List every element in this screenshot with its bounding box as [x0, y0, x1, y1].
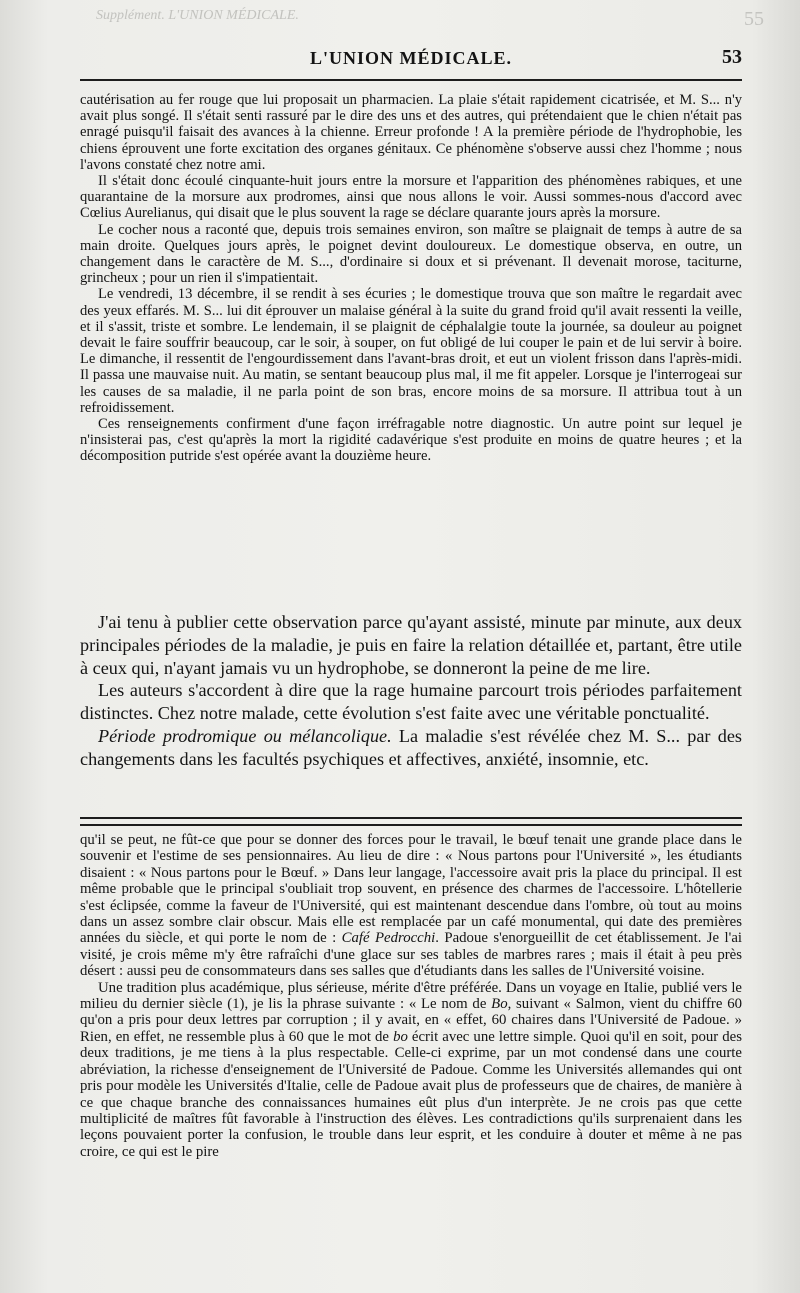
paragraph: Le vendredi, 13 décembre, il se rendit à ses écuries ; le domestique trouva que son maître le regardait avec des yeux effarés. M. S... lui dit éprouver un malaise général à la suite du grand froid qu'il avait ressenti la veille, et il s'assit, triste et sombre. Le lendemain, il se plaignit de céphalalgie toute la journée, sa douleur au poignet devait le faire souffrir beaucoup, car le soir, à souper, on fut obligé de lui couper le pain et de lui servir à boire. Le dimanche, il ressentit de l'engourdissement dans l'avant-bras droit, et eut un violent frisson dans l'après-midi. Il passa une mauvaise nuit. Au matin, se sentant beaucoup plus mal, il me fit appeler. Lorsque je l'interrogeai sur les causes de sa maladie, il ne parla point de son bras, encore moins de sa morsure. Il attribua tout à un refroidissement. [80, 286, 742, 416]
italic-word: Bo [491, 996, 508, 1013]
italic-word: bo [393, 1028, 408, 1045]
bleed-through-text: Supplément. L'UNION MÉDICALE. [96, 8, 299, 23]
paragraph: Le cocher nous a raconté que, depuis trois semaines environ, son maître se plaignait de temps à autre de sa main droite. Quelques jours après, le poignet devint douloureux. Le domestique observa, en outre, un changement dans le caractère de M. S..., d'ordinaire si doux et si prévenant. Il devenait morose, taciturne, grincheux ; pour un rien il s'impatientait. [80, 221, 742, 287]
paragraph: Ces renseignements confirment d'une façon irréfragable notre diagnostic. Un autre point sur lequel je n'insisterai pas, c'est qu'après la mort la rigidité cadavérique s'est produite en moins de quatre heures ; et la décomposition putride s'est opérée avant la douzième heure. [80, 416, 742, 465]
feuilleton-separator [80, 817, 742, 826]
medical-article-upper [80, 92, 742, 465]
section-heading: Période prodromique ou mélancolique. [98, 725, 392, 746]
paragraph [80, 725, 742, 771]
cafe-name: Café Pedrocchi [341, 930, 436, 947]
bleed-through-page-number: 55 [744, 8, 764, 30]
medical-article-large [80, 611, 742, 771]
paragraph-text: écrit avec une lettre simple. Quoi qu'il en soit, pour des deux traditions, je me tiens à la plus respectable. Celle-ci exprime, par un mot condensé dans une courte abréviation, la richesse d'enseignement de l'Université de Padoue. Comme les Universités allemandes qui ont pris pour modèle les Universités d'Italie, celle de Padoue avait plus de professeurs que de chaires, de manière à ce que chaque branche des connaissances humaines eût plus d'un interprète. Je ne crois pas que cette multiplicité de maîtres fût favorable à l'instruction des élèves. Les contradictions qu'ils surprenaient dans les leçons pouvaient porter la confusion, le trouble dans leur esprit, et les conduire à douter et même à ne pas croire, ce qui est le pire [80, 1028, 742, 1160]
paragraph-text: La maladie s'est révélée chez M. S... par des changements dans les facultés psychiques et affectives, anxiété, insomnie, etc. [80, 725, 742, 769]
paragraph: Les auteurs s'accordent à dire que la rage humaine parcourt trois périodes parfaitement distinctes. Chez notre malade, cette évolution s'est faite avec une véritable ponctualité. [80, 680, 742, 724]
paragraph-text: Une tradition plus académique, plus sérieuse, mérite d'être préférée. Dans un voyage en Italie, publié vers le milieu du dernier siècle (1), je lis la phrase suivante : « Le nom de [80, 979, 742, 1013]
paragraph-text: qu'il se peut, ne fût-ce que pour se donner des forces pour le travail, le bœuf tenait une grande place dans le souvenir et l'estime de ses pensionnaires. Au lieu de dire : « Nous partons pour l'Université », les étudiants disaient : « Nous partons pour le Bœuf. » Dans leur langage, l'accessoire avait pris la place du principal. Il est même probable que le principal s'oubliait trop souvent, en présence des charmes de l'accessoire. L'hôtellerie s'est éclipsée, comme la faveur de l'Université, qui est maintenant descendue dans l'ombre, où tout au moins dans un assez sombre clair obscur. Mais elle est remplacée par un café monumental, qui date des premières années du siècle, et qui porte le nom de : [80, 832, 742, 947]
paragraph-text: . Padoue s'enorgueillit de cet établissement. Je l'ai visité, je crois même m'y être rafraîchi d'une glace sur ses tables de marbres rares ; mais il était à peu près désert : aussi peu de consommateurs dans ses salles que d'étudiants dans les salles de l'Université voisine. [80, 930, 742, 980]
page-number: 53 [722, 46, 742, 68]
page-header [80, 44, 742, 74]
header-rule [80, 79, 742, 81]
paragraph: J'ai tenu à publier cette observation parce qu'ayant assisté, minute par minute, aux deux principales périodes de la maladie, je puis en faire la relation détaillée et, partant, être utile à ceux qui, n'ayant jamais vu un hydrophobe, se donneront la peine de me lire. [80, 612, 742, 678]
feuilleton-text [80, 832, 742, 1160]
paragraph [80, 832, 742, 980]
paragraph-text: , suivant « Salmon, vient du chiffre 60 qu'on a pris pour deux lettres par corruption ; il y avait, en « effet, 60 chaires dans l'Université de Padoue. » Rien, en effet, ne ressemble plus à 60 que le mot de [80, 996, 742, 1045]
running-title: L'UNION MÉDICALE. [309, 48, 513, 68]
paragraph: cautérisation au fer rouge que lui proposait un pharmacien. La plaie s'était rapidement cicatrisée, et M. S... n'y avait plus songé. Il s'était senti rassuré par le dire des uns et des autres, qui prétendaient que le chien n'était pas enragé puisqu'il faisait des avances à la chienne. Erreur profonde ! A la première période de l'hydrophobie, les chiens éprouvent une forte excitation des organes génitaux. Ce phénomène s'observe aussi chez l'homme ; nous l'avons constaté chez notre ami. [80, 92, 742, 173]
paragraph [80, 980, 742, 1160]
paragraph: Il s'était donc écoulé cinquante-huit jours entre la morsure et l'apparition des phénomènes rabiques, et une quarantaine de la morsure aux prodromes, ainsi que nous allons le voir. Aussi sommes-nous d'accord avec Cœlius Aurelianus, qui disait que le plus souvent la rage se déclare quarante jours après la morsure. [80, 173, 742, 222]
